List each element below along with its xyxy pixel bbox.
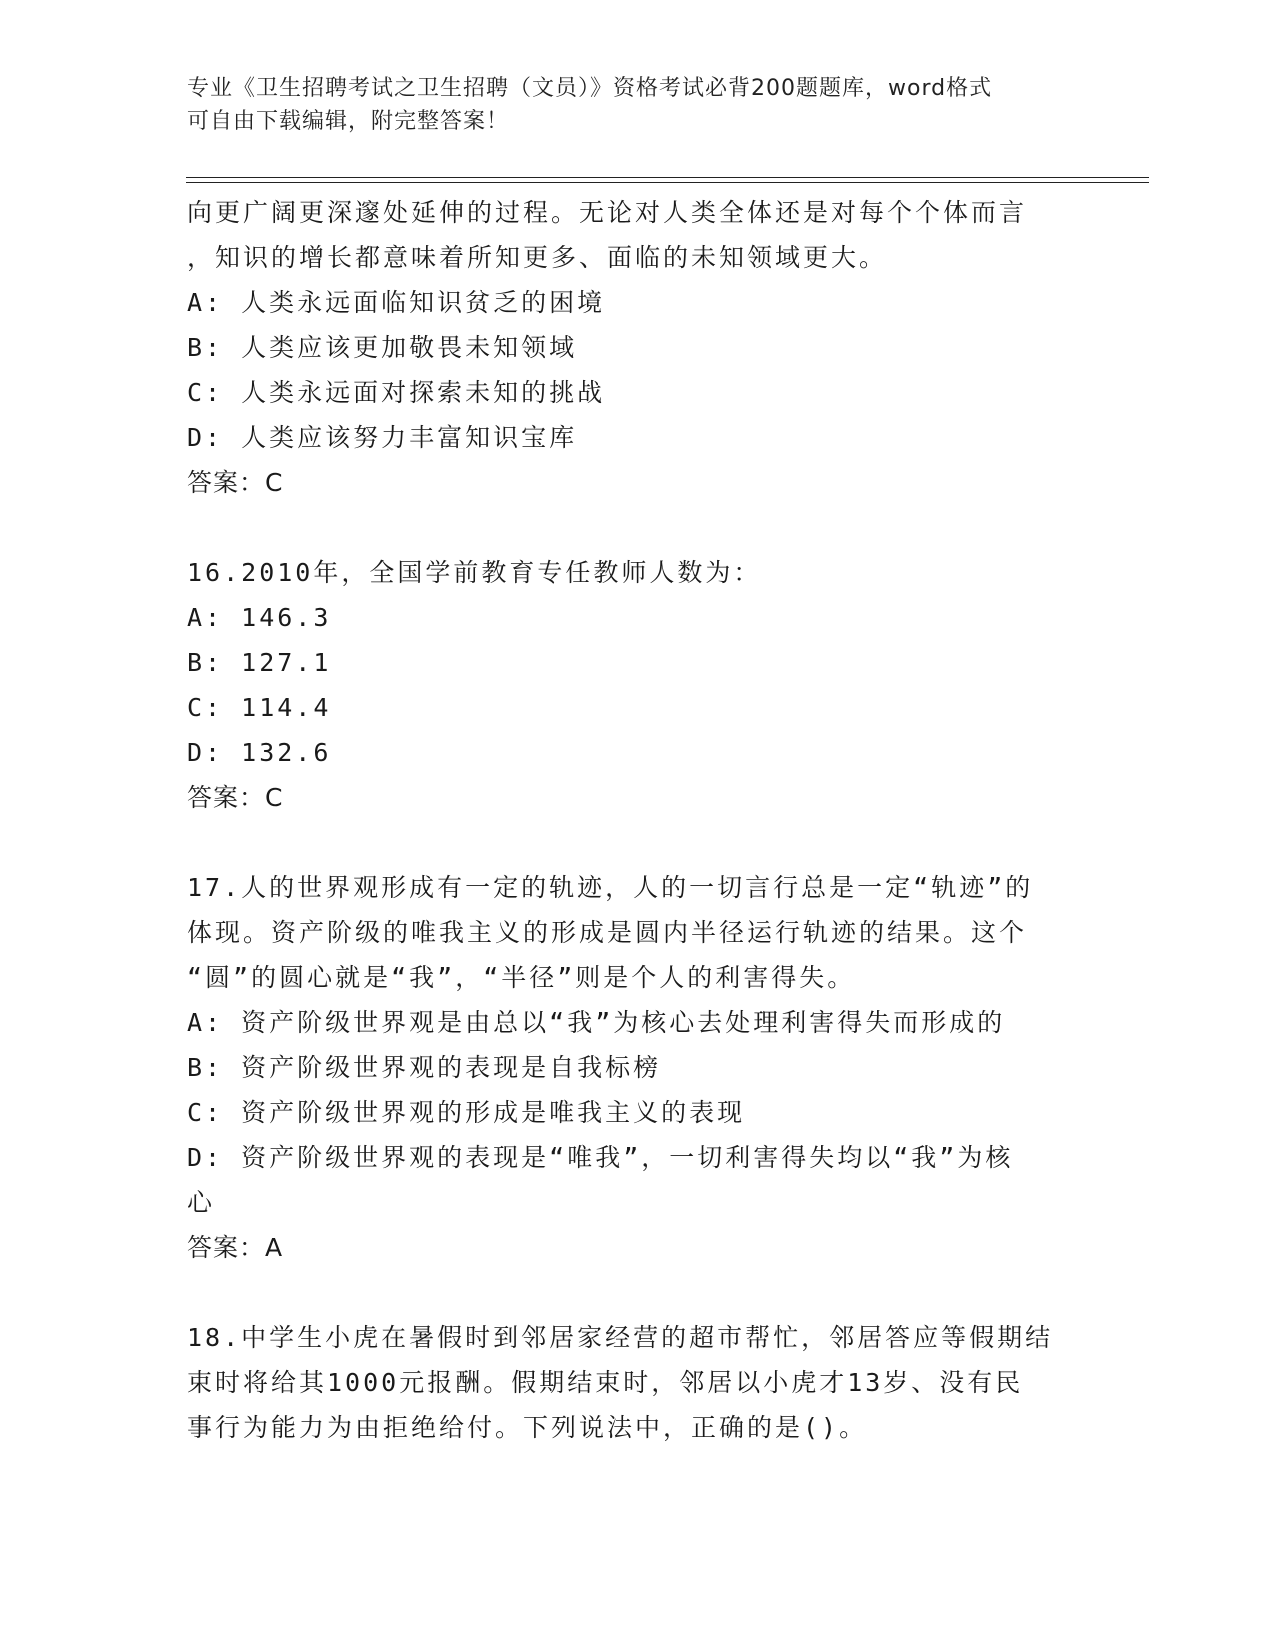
spacer bbox=[187, 505, 1087, 550]
header-title-line-2: 可自由下载编辑，附完整答案！ bbox=[187, 109, 510, 134]
answer: 答案：C bbox=[187, 468, 284, 497]
document-body bbox=[187, 190, 1087, 1450]
question-stem: 17.人的世界观形成有一定的轨迹，人的一切言行总是一定“轨迹”的 bbox=[187, 873, 1034, 902]
option-d: D: 132.6 bbox=[187, 738, 332, 767]
option-c: C: 资产阶级世界观的形成是唯我主义的表现 bbox=[187, 1098, 746, 1127]
question-stem: 16.2010年，全国学前教育专任教师人数为： bbox=[187, 558, 762, 587]
option-d: D: 资产阶级世界观的表现是“唯我”，一切利害得失均以“我”为核 bbox=[187, 1143, 1014, 1172]
question-stem: 体现。资产阶级的唯我主义的形成是圆内半径运行轨迹的结果。这个 bbox=[187, 918, 1028, 947]
option-a: A: 146.3 bbox=[187, 603, 332, 632]
option-a: A: 资产阶级世界观是由总以“我”为核心去处理利害得失而形成的 bbox=[187, 1008, 1006, 1037]
question-15 bbox=[187, 190, 1087, 505]
option-c: C: 人类永远面对探索未知的挑战 bbox=[187, 378, 606, 407]
question-stem: 事行为能力为由拒绝给付。下列说法中，正确的是()。 bbox=[187, 1413, 868, 1442]
option-b: B: 人类应该更加敬畏未知领域 bbox=[187, 333, 578, 362]
option-d-continued: 心 bbox=[187, 1188, 216, 1217]
spacer bbox=[187, 820, 1087, 865]
option-c: C: 114.4 bbox=[187, 693, 332, 722]
option-b: B: 资产阶级世界观的表现是自我标榜 bbox=[187, 1053, 662, 1082]
question-17 bbox=[187, 865, 1087, 1270]
header-divider-top bbox=[186, 177, 1149, 178]
question-stem: “圆”的圆心就是“我”，“半径”则是个人的利害得失。 bbox=[187, 963, 856, 992]
question-stem: 束时将给其1000元报酬。假期结束时，邻居以小虎才13岁、没有民 bbox=[187, 1368, 1024, 1397]
option-b: B: 127.1 bbox=[187, 648, 332, 677]
option-a: A: 人类永远面临知识贫乏的困境 bbox=[187, 288, 606, 317]
question-18 bbox=[187, 1315, 1087, 1450]
header-title-line-1: 专业《卫生招聘考试之卫生招聘（文员）》资格考试必背200题题库，word格式 bbox=[187, 76, 993, 101]
question-stem: ，知识的增长都意味着所知更多、面临的未知领域更大。 bbox=[187, 243, 888, 272]
option-d: D: 人类应该努力丰富知识宝库 bbox=[187, 423, 578, 452]
question-stem: 18.中学生小虎在暑假时到邻居家经营的超市帮忙，邻居答应等假期结 bbox=[187, 1323, 1054, 1352]
page-header bbox=[187, 72, 1067, 138]
question-16 bbox=[187, 550, 1087, 820]
question-stem: 向更广阔更深邃处延伸的过程。无论对人类全体还是对每个个体而言 bbox=[187, 198, 1028, 227]
answer: 答案：C bbox=[187, 783, 284, 812]
header-divider-bottom bbox=[186, 182, 1149, 183]
answer: 答案：A bbox=[187, 1233, 284, 1262]
spacer bbox=[187, 1270, 1087, 1315]
